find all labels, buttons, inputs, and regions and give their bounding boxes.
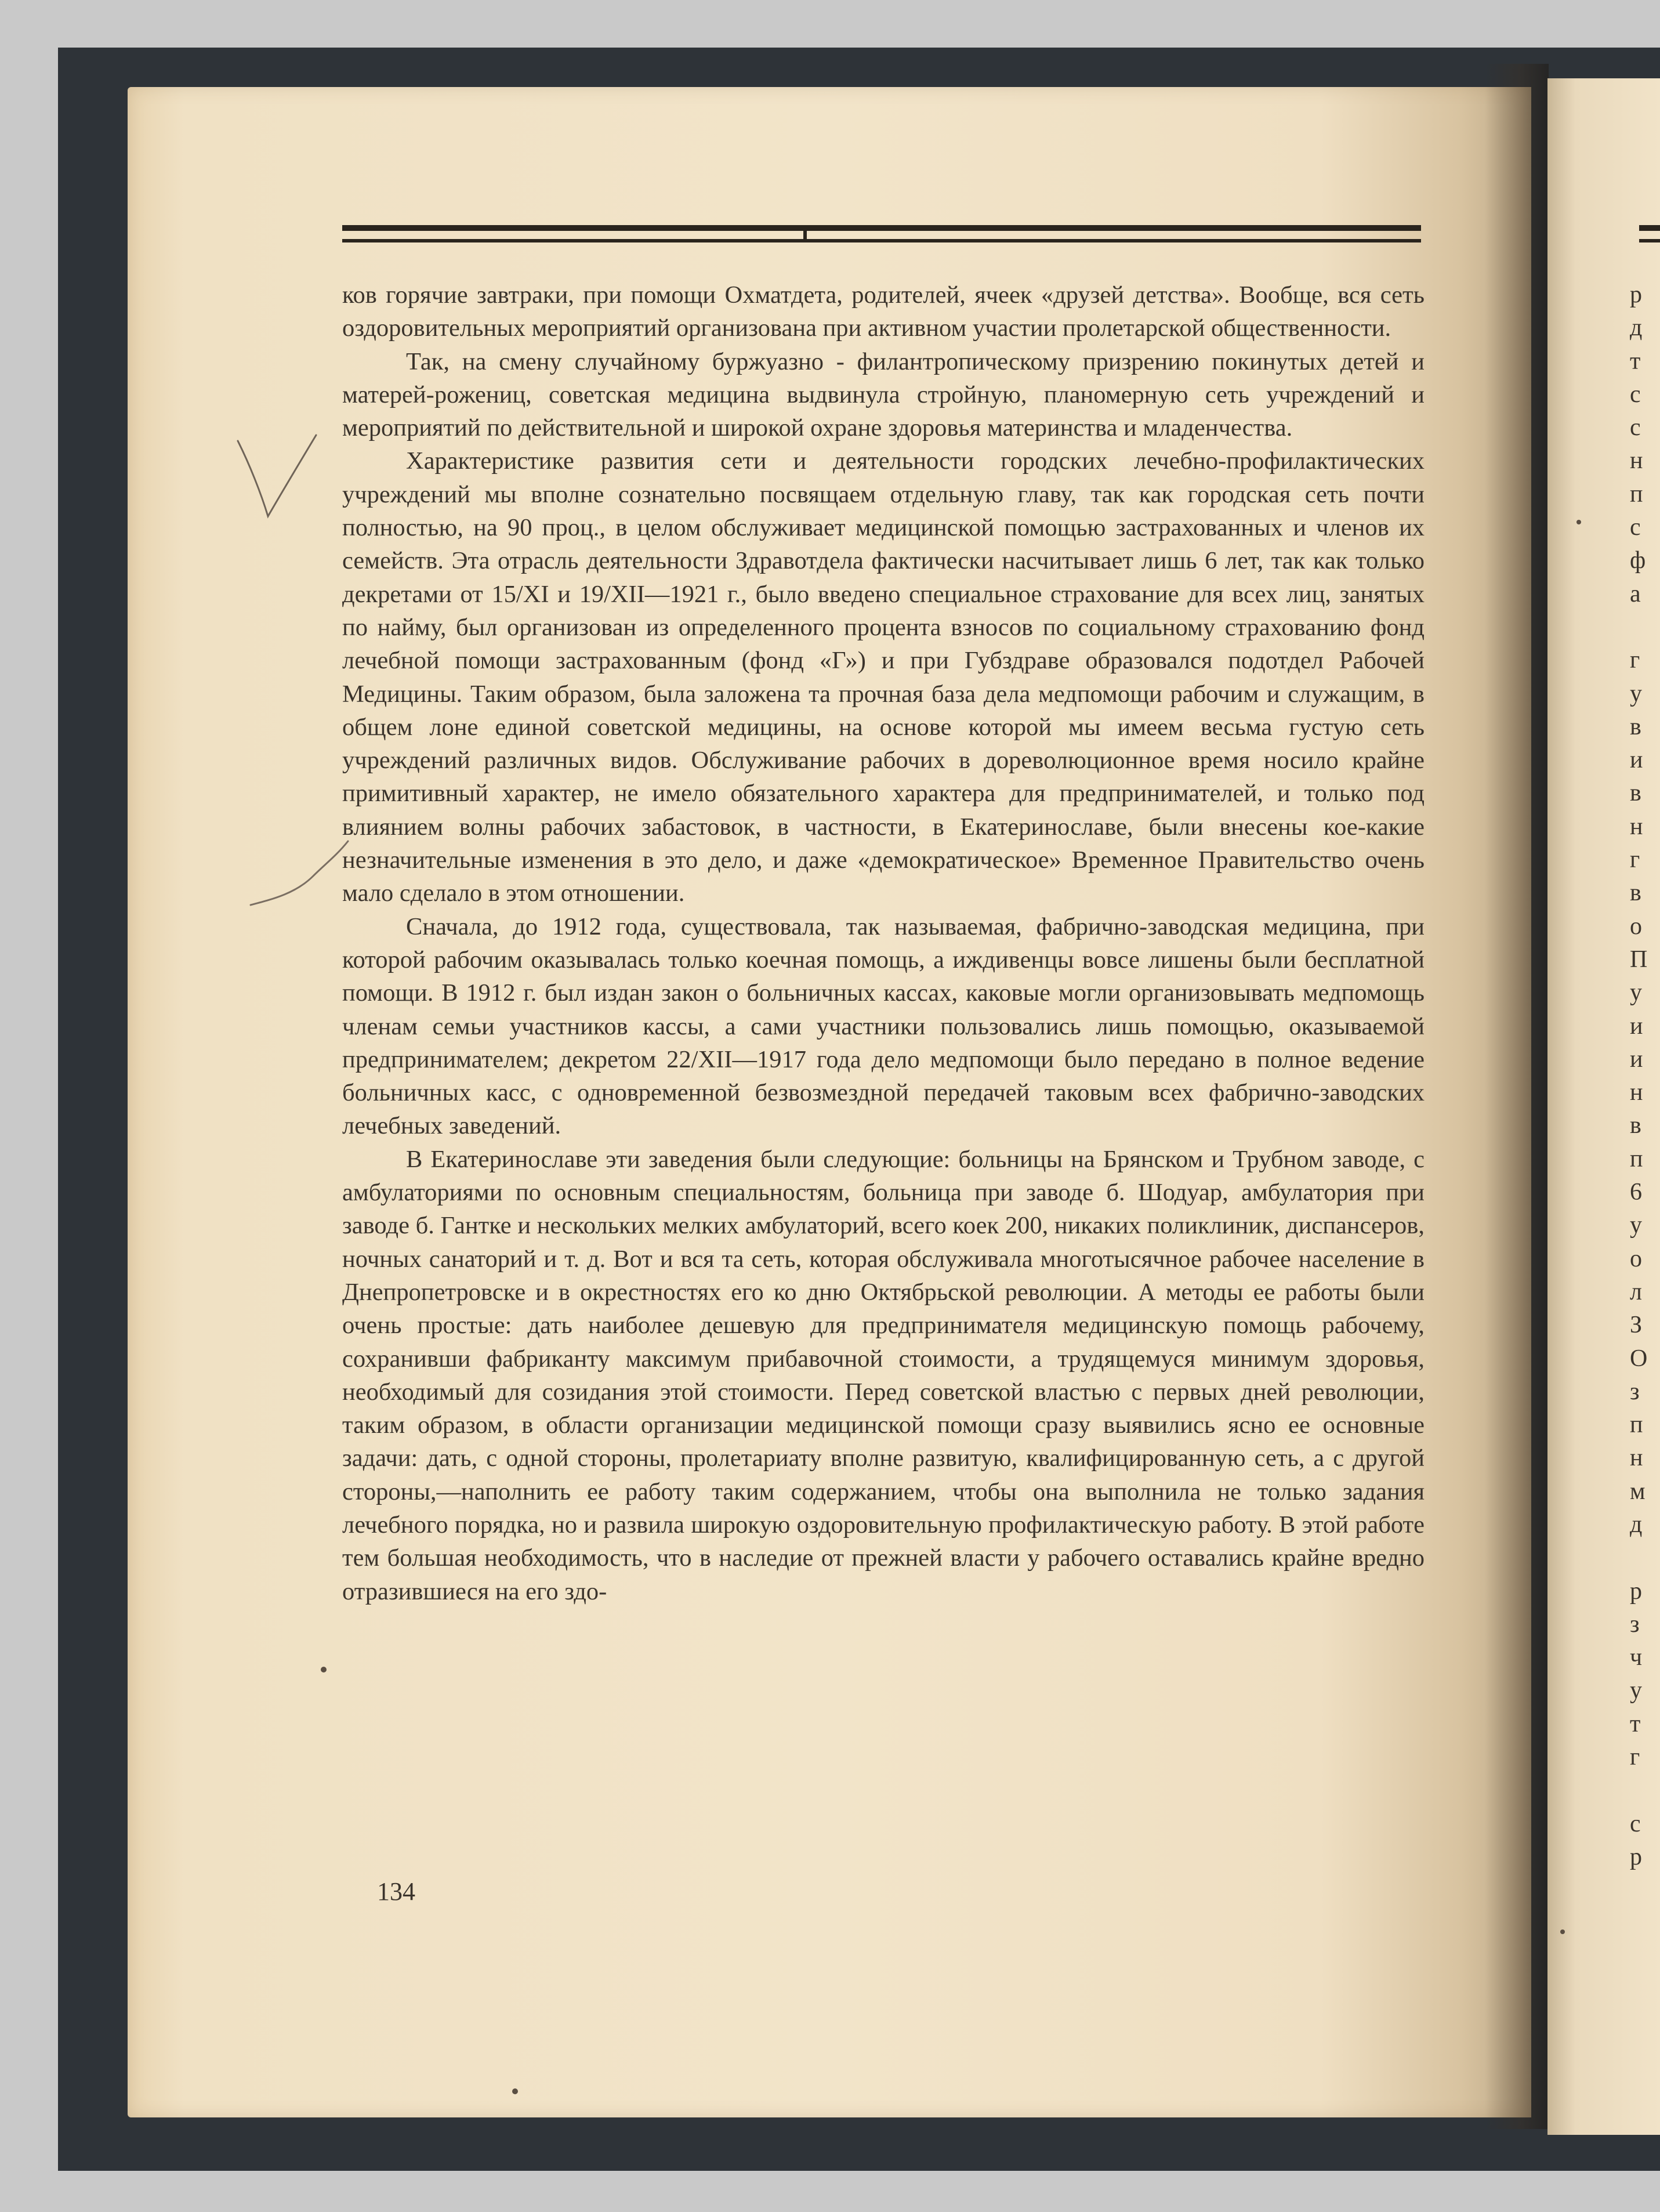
right-page-line-fragment: и: [1630, 1045, 1643, 1073]
right-page-line-fragment: г: [1630, 647, 1640, 674]
right-page-line-fragment: в: [1630, 879, 1641, 907]
right-page-line-fragment: т: [1630, 1710, 1641, 1737]
book-gutter: [1485, 64, 1549, 2129]
right-page-line-fragment: П: [1630, 946, 1648, 973]
right-page-line-fragment: а: [1630, 580, 1641, 607]
right-page-line-fragment: у: [1630, 1677, 1642, 1704]
ink-speck: [321, 1667, 327, 1672]
right-page-line-fragment: г: [1630, 1744, 1640, 1771]
right-page-line-fragment: п: [1630, 1411, 1643, 1439]
right-page-line-fragment: ч: [1630, 1644, 1643, 1671]
paragraph-2: Так, на смену случайному буржуазно - филантропическому призрению покинутых детей и матерей-рожениц, советская медицина выдвинула стройную, планомерную сеть учреждений и мероприятий по действительной и широкой охране здоровья материнства и младенчества.: [342, 347, 1425, 442]
right-page-line-fragment: п: [1630, 480, 1643, 508]
right-page-line-fragment: н: [1630, 1445, 1643, 1472]
right-page-line-fragment: у: [1630, 979, 1642, 1007]
right-page-line-fragment: в: [1630, 713, 1641, 740]
header-rule-thick: [342, 225, 1421, 231]
right-page-line-fragment: [1630, 611, 1660, 644]
right-page-line-fragment: з: [1630, 1378, 1640, 1405]
right-page-line-fragment: о: [1630, 913, 1642, 940]
right-page-line-fragment: д: [1630, 314, 1643, 342]
right-page-line-fragment: г: [1630, 846, 1640, 874]
right-page-line-fragment: н: [1630, 1079, 1643, 1106]
header-rule-thin: [342, 239, 1421, 242]
left-page-body-text: [342, 278, 1425, 1608]
right-page-line-fragment: О: [1630, 1345, 1648, 1372]
right-page-line-fragment: и: [1630, 1012, 1643, 1040]
paragraph-3: Характеристике развития сети и деятельности городских лечебно-профилактических учреждений мы вполне сознательно посвящаем отдельную главу, так как городская сеть почти полностью, на 90 проц., в целом обслуживает медицинской помощью застрахованных и членов их семейств. Эта отрасль деятельности Здравотдела фактически насчитывает лишь 6 лет, так как только декретами от 15/XI и 19/XII—1921 г., было введено специальное страхование для всех лиц, занятых по найму, был организован из определенного процента взносов по социальному страхованию фонд лечебной помощи застрахованным (фонд «Г») и при Губздраве образовался подотдел Рабочей Медицины. Таким образом, была заложена та прочная база дела медпомощи рабочим и служащим, в общем лоне единой советской медицины, на основе которой мы имеем весьма густую сеть учреждений различных видов. Обслуживание рабочих в дореволюционное время носило крайне примитивный характер, не имело обязательного характера для предпринимателей, и только под влиянием волны рабочих забастовок, в частности, в Екатеринославе, были внесены кое-какие незначительные изменения в это дело, и даже «демократическое» Временное Правительство очень мало сделало в этом отношении.: [342, 447, 1425, 907]
right-page-line-fragment: д: [1630, 1511, 1643, 1538]
right-page-line-fragment: р: [1630, 281, 1642, 308]
right-page-line-fragment: с: [1630, 1810, 1641, 1837]
right-page-line-fragment: с: [1630, 414, 1641, 441]
right-page-line-fragment: п: [1630, 1145, 1643, 1172]
right-page-line-fragment: о: [1630, 1245, 1642, 1272]
page-number: 134: [377, 1877, 415, 1906]
right-header-rule-thin: [1639, 239, 1660, 242]
right-page-line-fragment: в: [1630, 1112, 1641, 1139]
right-page-line-fragment: с: [1630, 381, 1641, 408]
right-page-line-fragment: м: [1630, 1478, 1645, 1505]
right-page-line-fragment: ф: [1630, 547, 1646, 574]
right-page-line-fragment: с: [1630, 514, 1641, 541]
right-page-line-fragment: [1630, 1774, 1660, 1807]
right-page-line-fragment: у: [1630, 680, 1642, 707]
paragraph-1: ков горячие завтраки, при помощи Охматдета, родителей, ячеек «друзей детства». Вообще, вся сеть оздоровительных мероприятий организована при активном участии пролетарской общественности.: [342, 281, 1425, 342]
right-page-line-fragment: в: [1630, 780, 1641, 807]
right-page-line-fragment: [1630, 1541, 1660, 1574]
paragraph-4: Сначала, до 1912 года, существовала, так называемая, фабрично-заводская медицина, при которой рабочим оказывалась только коечная помощь, а иждивенцы вовсе лишены были бесплатной помощи. В 1912 г. был издан закон о больничных кассах, каковые могли организовывать медпомощь членам семьи участников кассы, а сами участники пользовались лишь помощью, оказываемой предпринимателем; декретом 22/XII—1917 года дело медпомощи было передано в полное ведение больничных касс, с одновременной безвозмездной передачей таковым всех фабрично-заводских лечебных заведений.: [342, 913, 1425, 1140]
paragraph-5: В Екатеринославе эти заведения были следующие: больницы на Брянском и Трубном заводе, с амбулаториями по основным специальностям, больница при заводе б. Шодуар, амбулатория при заводе б. Гантке и нескольких мелких амбулаторий, всего коек 200, никаких поликлиник, диспансеров, ночных санаторий и т. д. Вот и вся та сеть, которая обслуживала многотысячное рабочее население в Днепропетровске и в окрестностях его ко дню Октябрьской революции. А методы ее работы были очень простые: дать наиболее дешевую для предпринимателя медицинскую помощь рабочему, сохранивши фабриканту максимум прибавочной стоимости, а трудящемуся минимум здоровья, необходимый для созидания этой стоимости. Перед советской властью с первых дней революции, таким образом, в области организации медицинской помощи сразу выявились ясно ее основные задачи: дать, с одной стороны, пролетариату вполне развитую, квалифицированную сеть, а с другой стороны,—наполнить ее работу таким содержанием, чтобы она выполнила не только задания лечебного порядка, но и развила широкую оздоровительную профилактическую работу. В этой работе тем большая необходимость, что в наследие от прежней власти у рабочего оставались крайне вредно отразившиеся на его здо-: [342, 1145, 1425, 1605]
right-page-line-fragment: т: [1630, 347, 1641, 375]
right-header-rule-thick: [1639, 225, 1660, 231]
right-page-line-fragment: 6: [1630, 1179, 1642, 1206]
right-page-line-fragment: и: [1630, 747, 1643, 774]
ink-speck: [1560, 1929, 1565, 1934]
ink-speck: [1576, 520, 1581, 524]
right-page-line-fragment: З: [1630, 1312, 1643, 1339]
header-rule-joint: [803, 230, 807, 240]
right-page-line-fragment: у: [1630, 1212, 1642, 1239]
right-page-line-fragment: р: [1630, 1577, 1642, 1605]
right-page-line-fragment: н: [1630, 813, 1643, 840]
right-page-line-fragment: н: [1630, 447, 1643, 475]
right-page-line-fragment: з: [1630, 1610, 1640, 1638]
right-page-text-fragments: [1630, 278, 1660, 1874]
right-page-line-fragment: л: [1630, 1278, 1642, 1305]
ink-speck: [512, 2088, 518, 2094]
right-page-line-fragment: р: [1630, 1843, 1642, 1870]
